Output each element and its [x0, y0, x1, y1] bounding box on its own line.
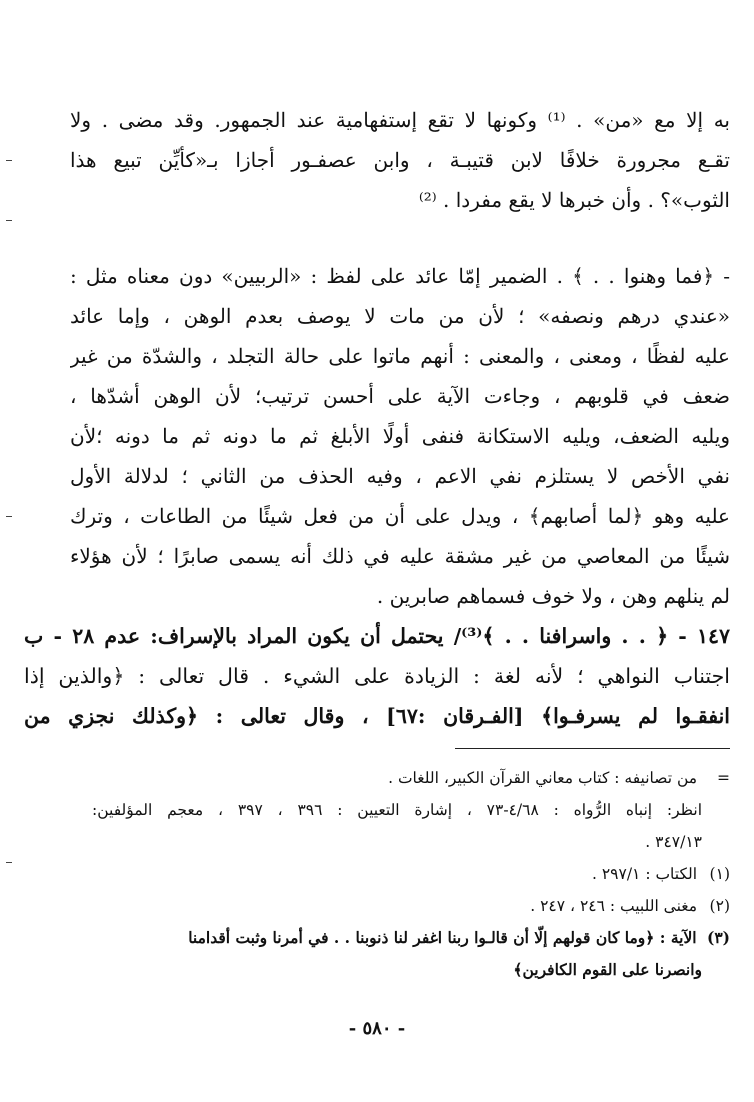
text-line: عليه وهو ﴿لما أصابهم﴾ ، ويدل على أن من فعل شيئًا من الطاعات ، وترك — [70, 504, 730, 528]
footnote-text: من تصانيفه : كتاب معاني القرآن الكبير، اللغات . — [388, 769, 698, 787]
page-number: - ٥٨٠ - — [348, 1018, 406, 1039]
text-line: ١٤٧ - ﴿ . . واسرافنا . . ﴾⁽³⁾/ يحتمل أن يكون المراد بالإسراف: عدم ٢٨ - ب — [24, 624, 730, 648]
text-line: الثوب»؟ . وأن خبرها لا يقع مفردا . ⁽²⁾ — [418, 188, 730, 212]
footnotes — [92, 762, 730, 986]
paragraph-1 — [70, 100, 730, 220]
text-line: شيئًا من المعاصي من غير مشقة عليه في ذلك أنه يسمى صابرًا ؛ لأن هؤلاء — [70, 544, 730, 568]
footnote-2 — [92, 890, 730, 922]
footnote-continuation — [92, 762, 730, 794]
text-line: ضعف في قلوبهم ، وجاءت الآية على أحسن ترتيب؛ لأن الوهن أشدّها ، — [70, 384, 730, 408]
text-line: به إلا مع «من» . ⁽¹⁾ وكونها لا تقع إستفهامية عند الجمهور. وقد مضى . ولا — [70, 108, 730, 132]
footnote-marker: (١) — [709, 865, 730, 883]
text-line: اجتناب النواهي ؛ لأنه لغة : الزيادة على الشيء . قال تعالى : ﴿والذين إذا — [24, 664, 730, 688]
scan-margin-mark — [6, 160, 12, 161]
footnote-text: الكتاب : ٢٩٧/١ . — [592, 865, 698, 883]
text-line: «عندي درهم ونصفه» ؛ لأن من مات لا يوصف بعدم الوهن ، وإما عائد — [70, 304, 730, 328]
scan-margin-mark — [6, 516, 12, 517]
text-line: - ﴿فما وهنوا . . ﴾ . الضمير إمّا عائد على لفظ : «الربيين» دون معناه مثل : — [70, 264, 730, 288]
text-line: نفي الأخص لا يستلزم نفي الاعم ، وفيه الحذف من الثاني ؛ لدلالة الأول — [70, 464, 730, 488]
footnote-3 — [92, 922, 730, 954]
footnote-text: وانصرنا على القوم الكافرين﴾ — [513, 960, 702, 979]
scan-margin-mark — [6, 862, 12, 863]
text-line: تقـع مجرورة خلافًا لابن قتيبـة ، وابن عصفـور أجازا بـ«كأيِّن تبيع هذا — [70, 148, 730, 172]
paragraph-3 — [24, 616, 730, 736]
continuation-mark: = — [717, 769, 730, 787]
footnote-marker: (٣) — [706, 928, 730, 947]
footnote-text: الآية : ﴿وما كان قولهم إلّا أن قالـوا ربنا اغفر لنا ذنوبنا . . في أمرنا وثبت أقدامنا — [188, 928, 697, 947]
scan-margin-mark — [6, 220, 12, 221]
text-line: انفقـوا لم يسرفـوا﴾ [الفـرقان :٦٧] ، وقال تعالى : ﴿وكذلك نجزي من — [24, 704, 730, 728]
footnote-text: انظر: إنباه الرُّواه : ٤/٦٨-٧٣ ، إشارة التعيين : ٣٩٦ ، ٣٩٧ ، معجم المؤلفين: — [92, 801, 702, 819]
footnote-1 — [92, 858, 730, 890]
footnote-text: ٣٤٧/١٣ . — [645, 833, 702, 851]
footnote-marker: (٢) — [709, 897, 730, 915]
text-line: عليه لفظًا ، ومعنى ، والمعنى : أنهم ماتوا على حالة التجلد ، والشدّة من غير — [70, 344, 730, 368]
text-line: لم ينلهم وهن ، ولا خوف فسماهم صابرين . — [376, 584, 730, 608]
paragraph-2 — [70, 256, 730, 616]
footnote-separator — [455, 748, 730, 749]
text-line: ويليه الضعف، ويليه الاستكانة فنفى أولًا الأبلغ ثم ما دونه ثم ما دونه ؛لأن — [70, 424, 730, 448]
footnote-text: مغنى اللبيب : ٢٤٦ ، ٢٤٧ . — [530, 897, 698, 915]
